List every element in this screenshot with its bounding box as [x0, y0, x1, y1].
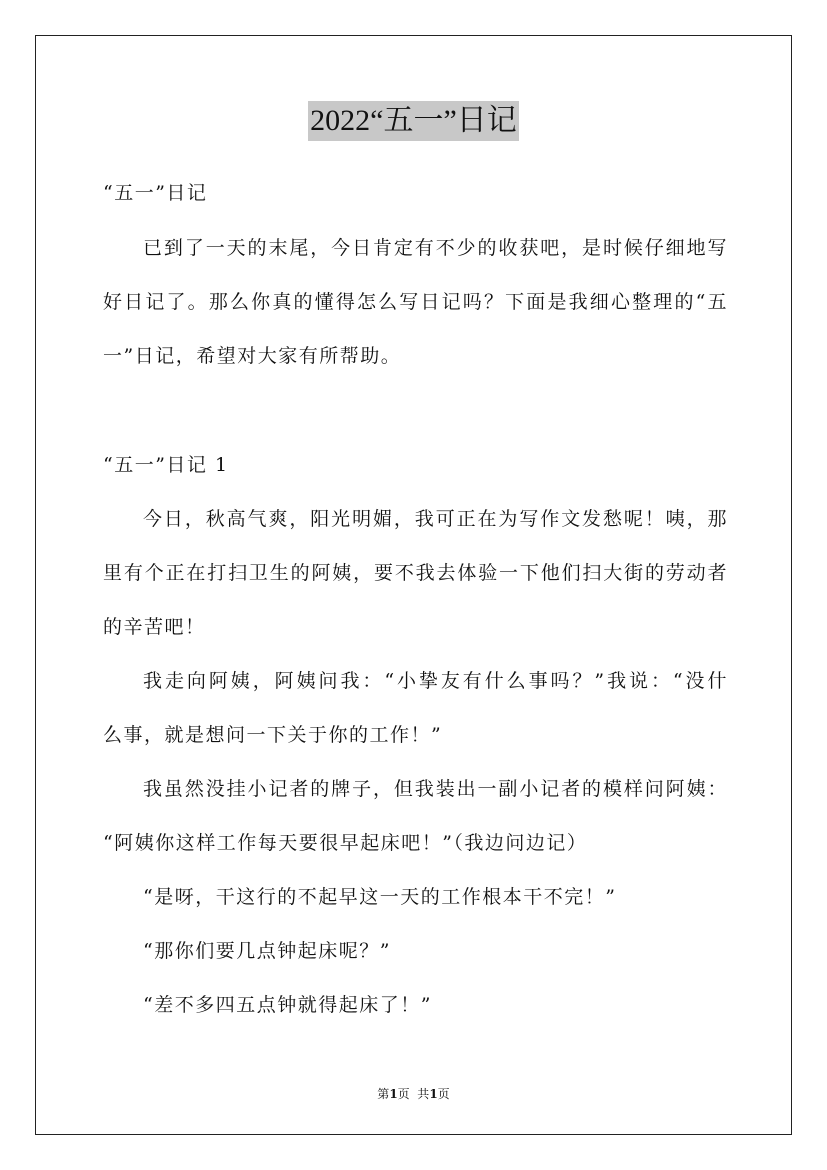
footer-page-suffix: 页	[437, 1087, 450, 1101]
paragraph-line: 我走向阿姨，阿姨问我：“小挚友有什么事吗？”我说：“没什	[143, 670, 728, 692]
footer-page-number: 1	[389, 1087, 398, 1101]
paragraph-line: “阿姨你这样工作每天要很早起床吧！”（我边问边记）	[103, 832, 588, 854]
dialogue-line: “是呀，干这行的不起早这一天的工作根本干不完！”	[143, 886, 617, 908]
page-footer	[0, 1085, 827, 1102]
dialogue-line: “那你们要几点钟起床呢？”	[143, 940, 391, 962]
subtitle-line: “五一”日记	[103, 182, 208, 204]
section-heading: “五一”日记 1	[103, 454, 229, 476]
footer-page-prefix: 第	[377, 1087, 390, 1101]
paragraph-line: 已到了一天的末尾，今日肯定有不少的收获吧，是时候仔细地写	[143, 237, 728, 259]
title-container	[0, 101, 827, 141]
footer-page-total: 1	[429, 1087, 438, 1101]
paragraph-line: 里有个正在打扫卫生的阿姨，要不我去体验一下他们扫大街的劳动者	[103, 562, 728, 584]
paragraph-line: 的辛苦吧！	[103, 616, 206, 638]
paragraph-line: 一”日记，希望对大家有所帮助。	[103, 345, 402, 367]
paragraph-line: 今日，秋高气爽，阳光明媚，我可正在为写作文发愁呢！咦，那	[143, 508, 728, 530]
footer-page-mid: 页 共	[397, 1087, 430, 1101]
dialogue-line: “差不多四五点钟就得起床了！”	[143, 994, 432, 1016]
document-title: 2022“五一”日记	[308, 101, 519, 141]
paragraph-line: 么事，就是想问一下关于你的工作！”	[103, 724, 443, 746]
paragraph-line: 好日记了。那么你真的懂得怎么写日记吗？下面是我细心整理的“五	[103, 291, 728, 313]
paragraph-line: 我虽然没挂小记者的牌子，但我装出一副小记者的模样问阿姨：	[143, 778, 728, 800]
